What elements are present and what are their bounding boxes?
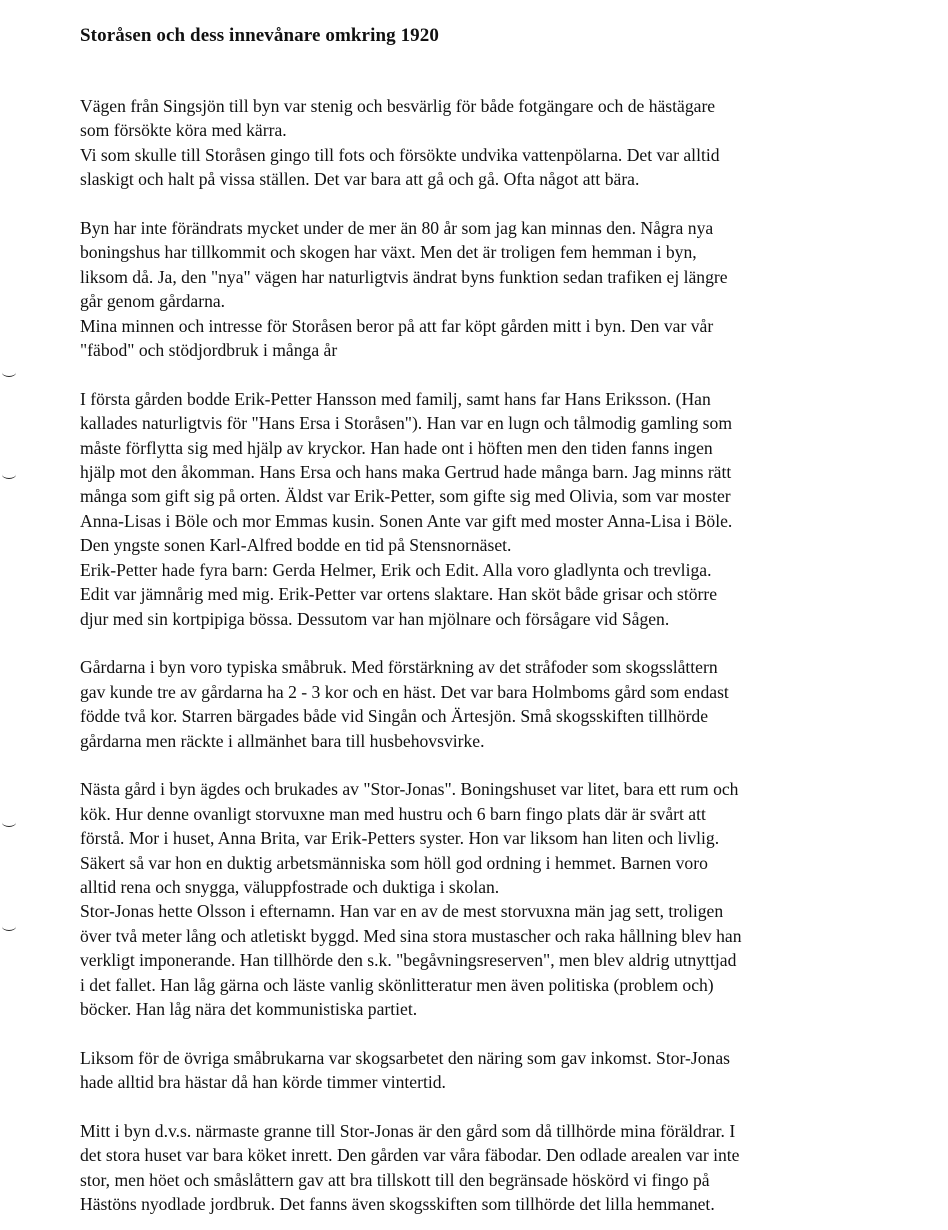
text-line: Erik-Petter hade fyra barn: Gerda Helmer, Erik och Edit. Alla voro gladlynta och trevliga. [80,559,712,580]
text-line: gav kunde tre av gårdarna ha 2 - 3 kor och en häst. Det var bara Holmboms gård som endast [80,681,729,702]
paragraph-gap [80,1021,930,1045]
paragraph [80,1046,930,1095]
binder-hole-mark [2,818,16,827]
text-line: Mitt i byn d.v.s. närmaste granne till Stor-Jonas är den gård som då tillhörde mina föräldrar. I [80,1120,736,1141]
text-line: i det fallet. Han låg gärna och läste vanlig skönlitteratur men även politiska (problem och) [80,974,714,995]
text-line: Den yngste sonen Karl-Alfred bodde en tid på Stensnornäset. [80,535,512,556]
binder-hole-mark [2,368,16,377]
text-line: kallades naturligtvis för "Hans Ersa i Storåsen"). Han var en lugn och tålmodig gamling som [80,413,732,434]
paragraph-gap [80,192,930,216]
text-line: Vi som skulle till Storåsen gingo till fots och försökte undvika vattenpölarna. Det var alltid [80,144,720,165]
text-line: verkligt imponerande. Han tillhörde den s.k. "begåvningsreserven", men blev aldrig utnyttjad [80,950,737,971]
text-line: födde två kor. Starren bärgades både vid Singån och Ärtesjön. Små skogsskiften tillhörde [80,706,709,727]
text-line: slaskigt och halt på vissa ställen. Det var bara att gå och gå. Ofta något att bära. [80,169,640,190]
text-line: Gårdarna i byn voro typiska småbruk. Med förstärkning av det stråfoder som skogsslåttern [80,657,718,678]
paragraph [80,777,930,1021]
paragraph [80,216,930,362]
text-line: går genom gårdarna. [80,291,226,312]
text-line: Byn har inte förändrats mycket under de mer än 80 år som jag kan minnas den. Några nya [80,218,714,239]
text-line: djur med sin kortpipiga bössa. Dessutom var han mjölnare och försågare vid Sågen. [80,608,670,629]
text-line: alltid rena och snygga, väluppfostrade och duktiga i skolan. [80,876,500,897]
text-line: måste förflytta sig med hjälp av kryckor. Han hade ont i höften men den tiden fanns ingen [80,437,713,458]
text-line: Vägen från Singsjön till byn var stenig och besvärlig för både fotgängare och de hästägare [80,96,716,116]
text-line: I första gården bodde Erik-Petter Hansson med familj, samt hans far Hans Eriksson. (Han [80,388,711,409]
text-line: hade alltid bra hästar då han körde timmer vintertid. [80,1072,446,1093]
text-line: som försökte köra med kärra. [80,120,287,141]
document-title: Storåsen och dess innevånare omkring 1920 [80,25,439,46]
text-line: förstå. Mor i huset, Anna Brita, var Erik-Petters syster. Hon var liksom han liten och livlig. [80,828,720,849]
text-line: Edit var jämnårig med mig. Erik-Petter var ortens slaktare. Han sköt både grisar och större [80,584,718,605]
paragraph [80,94,930,192]
text-line: stor, men höet och småslåttern gav att bra tillskott till den begränsade höskörd vi fingo på [80,1169,710,1190]
binder-hole-mark [2,470,16,479]
text-line: kök. Hur denne ovanligt storvuxne man med hustru och 6 barn fingo plats där är svårt att [80,803,706,824]
text-line: Säkert så var hon en duktig arbetsmänniska som höll god ordning i hemmet. Barnen voro [80,852,708,873]
document-body [80,94,930,1217]
paragraph [80,655,930,753]
text-line: boningshus har tillkommit och skogen har växt. Men det är troligen fem hemman i byn, [80,242,697,263]
text-line: böcker. Han låg nära det kommunistiska partiet. [80,998,418,1019]
text-line: många som gift sig på orten. Äldst var Erik-Petter, som gifte sig med Olivia, som var moster [80,486,731,507]
text-line: Liksom för de övriga småbrukarna var skogsarbetet den näring som gav inkomst. Stor-Jonas [80,1047,730,1068]
paragraph-gap [80,631,930,655]
text-line: Mina minnen och intresse för Storåsen beror på att far köpt gården mitt i byn. Den var vår [80,315,714,336]
text-line: Hästöns nyodlade jordbruk. Det fanns även skogsskiften som tillhörde det lilla hemmanet. [80,1194,715,1215]
text-line: Anna-Lisas i Böle och mor Emmas kusin. Sonen Ante var gift med moster Anna-Lisa i Böle. [80,510,733,531]
text-line: hjälp mot den åkomman. Hans Ersa och hans maka Gertrud hade många barn. Jag minns rätt [80,462,732,483]
binder-hole-mark [2,922,16,931]
text-line: det stora huset var bara köket inrett. Den gården var våra fäbodar. Den odlade arealen var inte [80,1145,740,1166]
text-line: Stor-Jonas hette Olsson i efternamn. Han var en av de mest storvuxna män jag sett, troligen [80,901,724,922]
paragraph-gap [80,362,930,386]
text-line: gårdarna men räckte i allmänhet bara till husbehovsvirke. [80,730,485,751]
paragraph-gap [80,1095,930,1119]
text-line: Nästa gård i byn ägdes och brukades av "Stor-Jonas". Boningshuset var litet, bara ett rum och [80,779,739,800]
paragraph [80,387,930,631]
text-line: "fäbod" och stödjordbruk i många år [80,340,338,361]
text-line: över två meter lång och atletiskt byggd. Med sina stora mustascher och raka hållning blev han [80,925,742,946]
paragraph-gap [80,753,930,777]
text-line: liksom då. Ja, den "nya" vägen har naturligtvis ändrat byns funktion sedan trafiken ej längre [80,266,728,287]
paragraph [80,1119,930,1217]
